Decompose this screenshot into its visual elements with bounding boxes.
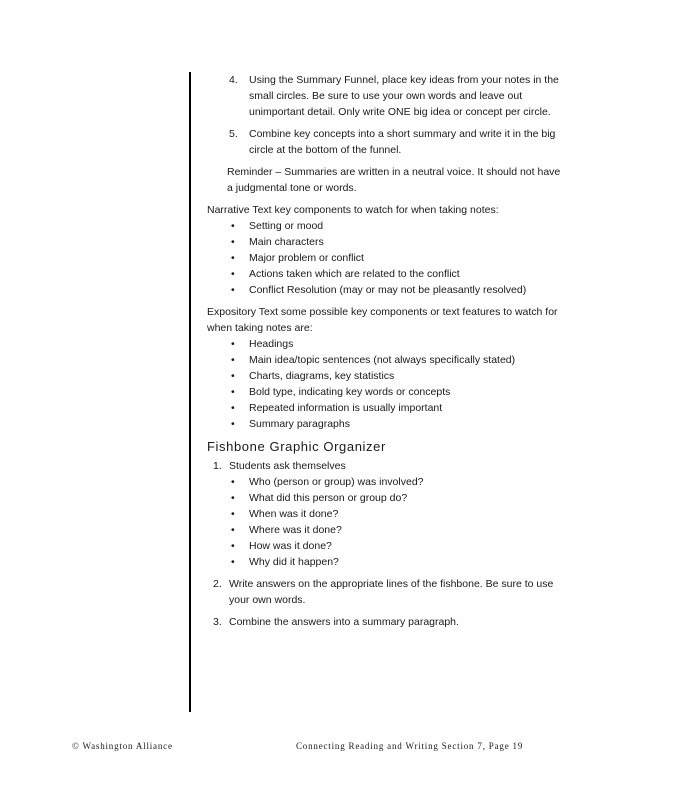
list-item-text: Who (person or group) was involved? — [249, 476, 424, 488]
fishbone-steps — [207, 458, 567, 630]
bullet-icon: • — [231, 508, 235, 520]
list-item — [207, 250, 567, 266]
list-item — [207, 218, 567, 234]
list-item-text: What did this person or group do? — [249, 492, 408, 504]
list-item — [207, 336, 567, 352]
list-item — [229, 554, 567, 570]
list-item-text: Where was it done? — [249, 524, 342, 536]
bullet-icon: • — [231, 418, 235, 430]
bullet-icon: • — [231, 338, 235, 350]
bullet-icon: • — [231, 236, 235, 248]
bullet-icon: • — [231, 492, 235, 504]
list-item-text: Why did it happen? — [249, 556, 339, 568]
list-item — [207, 234, 567, 250]
step-number: 3. — [213, 616, 222, 628]
footer-copyright: © Washington Alliance — [72, 741, 173, 751]
list-item — [207, 416, 567, 432]
summary-step-5 — [207, 126, 567, 158]
bullet-icon: • — [231, 354, 235, 366]
footer-page-info: Connecting Reading and Writing Section 7, Page 19 — [296, 741, 524, 751]
bullet-icon: • — [231, 268, 235, 280]
step-number: 1. — [213, 460, 222, 472]
section-heading: Fishbone Graphic Organizer — [207, 439, 386, 454]
bullet-icon: • — [231, 252, 235, 264]
list-item — [229, 522, 567, 538]
narrative-list — [207, 218, 567, 298]
list-item-text: Main characters — [249, 236, 324, 248]
bullet-icon: • — [231, 220, 235, 232]
fishbone-step-2 — [207, 576, 567, 608]
page-content — [207, 72, 567, 636]
bullet-icon: • — [231, 524, 235, 536]
bullet-icon: • — [231, 540, 235, 552]
list-item — [207, 384, 567, 400]
summary-steps — [207, 72, 567, 158]
list-item-text: Summary paragraphs — [249, 418, 350, 430]
list-item — [229, 538, 567, 554]
list-item-text: Bold type, indicating key words or concepts — [249, 386, 451, 398]
bullet-icon: • — [231, 402, 235, 414]
list-item-text: Charts, diagrams, key statistics — [249, 370, 395, 382]
list-item-text: Main idea/topic sentences (not always specifically stated) — [249, 354, 516, 366]
list-item — [207, 282, 567, 298]
step-text: Combine the answers into a summary paragraph. — [229, 616, 459, 628]
bullet-icon: • — [231, 476, 235, 488]
reminder-note: Reminder – Summaries are written in a neutral voice. It should not have a judgmental tone or words. — [227, 166, 561, 194]
fishbone-step-1 — [207, 458, 567, 570]
list-item — [207, 368, 567, 384]
step-number: 4. — [229, 74, 238, 86]
list-item — [207, 266, 567, 282]
list-item-text: Repeated information is usually important — [249, 402, 443, 414]
list-item — [229, 474, 567, 490]
list-item — [207, 352, 567, 368]
list-item — [207, 400, 567, 416]
bullet-icon: • — [231, 370, 235, 382]
step-text: Students ask themselves — [229, 460, 346, 472]
list-item-text: Actions taken which are related to the conflict — [249, 268, 460, 280]
step-number: 2. — [213, 578, 222, 590]
expository-intro: Expository Text some possible key components or text features to watch for when taking notes are: — [207, 306, 558, 334]
fishbone-step-3 — [207, 614, 567, 630]
narrative-intro: Narrative Text key components to watch for when taking notes: — [207, 204, 499, 216]
list-item-text: Major problem or conflict — [249, 252, 364, 264]
list-item-text: How was it done? — [249, 540, 332, 552]
expository-list — [207, 336, 567, 432]
question-list — [229, 474, 567, 570]
list-item-text: Headings — [249, 338, 294, 350]
step-text: Combine key concepts into a short summary and write it in the big circle at the bottom of the funnel. — [249, 128, 556, 156]
margin-rule — [189, 72, 191, 712]
summary-step-4 — [207, 72, 567, 120]
step-text: Write answers on the appropriate lines of the fishbone. Be sure to use your own words. — [229, 578, 554, 606]
list-item — [229, 490, 567, 506]
list-item-text: When was it done? — [249, 508, 339, 520]
bullet-icon: • — [231, 556, 235, 568]
step-number: 5. — [229, 128, 238, 140]
bullet-icon: • — [231, 284, 235, 296]
list-item — [229, 506, 567, 522]
list-item-text: Conflict Resolution (may or may not be pleasantly resolved) — [249, 284, 527, 296]
step-text: Using the Summary Funnel, place key ideas from your notes in the small circles. Be sure to use your own words and leave out unimportant detail. Only write ONE big idea or concept per circle. — [249, 74, 559, 118]
list-item-text: Setting or mood — [249, 220, 324, 232]
bullet-icon: • — [231, 386, 235, 398]
